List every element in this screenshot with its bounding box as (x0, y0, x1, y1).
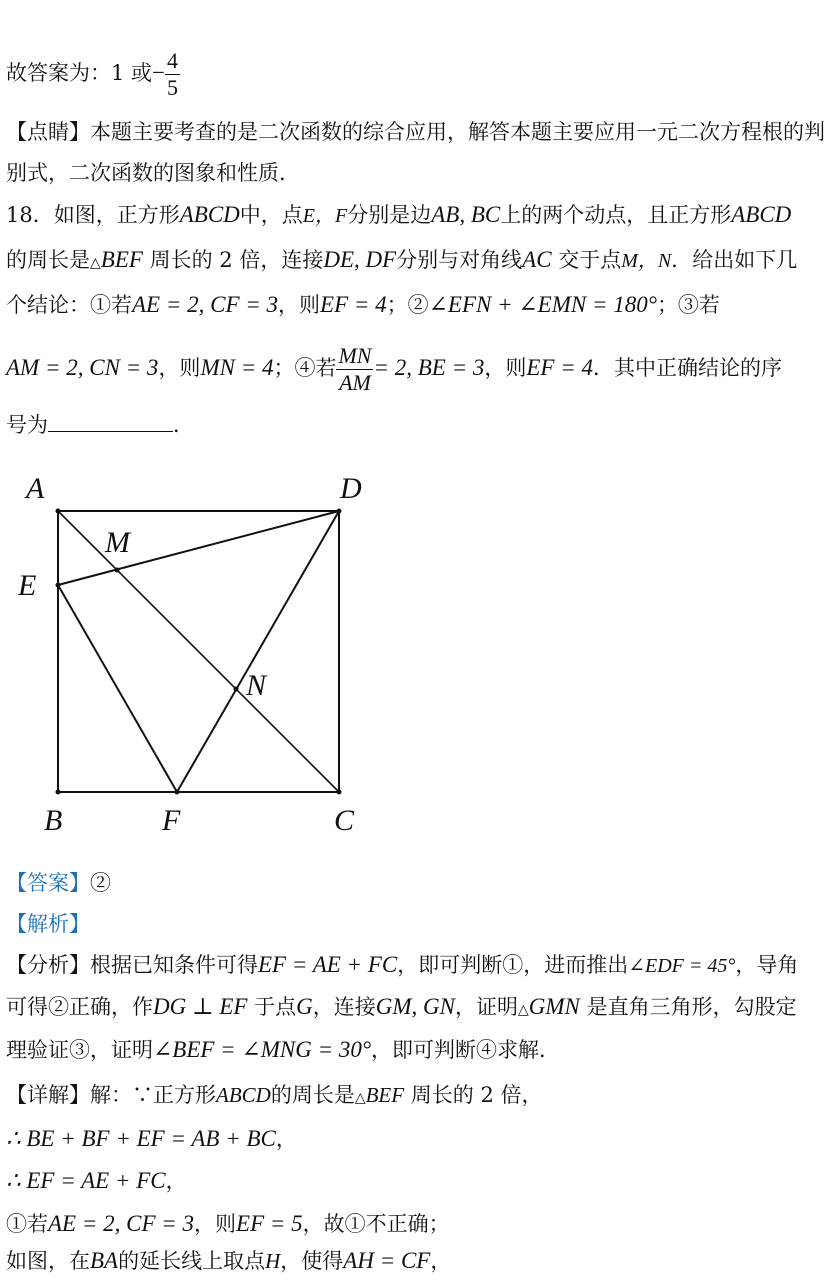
d-text: 如图，在 (6, 1249, 90, 1273)
q-text: ．其中正确结论的序 (592, 356, 782, 380)
d-text: ，则 (194, 1212, 237, 1236)
answer-blank (48, 411, 173, 432)
d-text: ， (430, 1249, 452, 1273)
point-f (175, 790, 180, 795)
a-text: 于点 (254, 995, 297, 1019)
detail-line-4 (6, 1209, 828, 1239)
question-18-line-4 (6, 343, 828, 396)
math: GMN (528, 994, 580, 1019)
point-m (115, 568, 120, 573)
point-e (56, 583, 61, 588)
q-text: 号为 (6, 413, 48, 437)
math: = 2, BE = 3 (373, 355, 485, 380)
analysis-line-2 (6, 992, 828, 1025)
detail-line-1 (6, 1080, 828, 1113)
math: AC (522, 247, 552, 272)
triangle-symbol: △ (518, 1002, 529, 1018)
a-text: ，即可判断①，进而推出 (397, 953, 629, 977)
a-text: ，证明 (455, 995, 518, 1019)
square-geometry-figure (0, 460, 400, 845)
math: EF = 5 (236, 1211, 303, 1236)
label-d: D (340, 472, 362, 505)
math: GM, GN (375, 994, 455, 1019)
analysis-line-1 (6, 950, 828, 981)
d-text: 周长的 2 倍， (410, 1083, 543, 1107)
answer-line (6, 868, 828, 898)
math: AE = 2, CF = 3 (48, 1211, 195, 1236)
detail-line-5 (6, 1246, 828, 1276)
label-a: A (26, 472, 45, 505)
d-text: 的周长是 (270, 1083, 355, 1107)
point-n (234, 687, 239, 692)
q-text: ；③若 (656, 293, 720, 317)
label-n: N (246, 669, 267, 702)
math: ABCD (216, 1083, 271, 1107)
fraction-denominator: AM (339, 370, 371, 395)
fraction-numerator: MN (338, 343, 372, 368)
a-text: ，导角 (735, 953, 799, 977)
q-text: 分别与对角线 (396, 248, 523, 272)
math: ∠EFN + ∠EMN = 180° (428, 292, 657, 317)
q-text: 周长的 2 倍，连接 (149, 248, 324, 272)
triangle-symbol: △ (354, 1090, 366, 1106)
math: EF = 4 (526, 355, 593, 380)
label-e: E (18, 569, 37, 602)
detail-heading: 【详解】 (6, 1083, 90, 1107)
d-text: ，使得 (280, 1249, 344, 1273)
label-c: C (334, 804, 355, 837)
question-18-line-2 (6, 245, 828, 278)
q-text: ，则 (278, 293, 321, 317)
diagonal-ac (58, 511, 339, 792)
fraction-numerator: 4 (167, 48, 179, 73)
answer-line-17 (6, 48, 828, 101)
math: DG ⊥ EF (153, 994, 248, 1019)
q-text: ，则 (158, 356, 201, 380)
question-18-line-3 (6, 290, 828, 320)
math: EF = 4 (320, 292, 387, 317)
point-d (337, 509, 342, 514)
d-text: ， (275, 1127, 297, 1151)
q-text: 交于点 (558, 248, 622, 272)
q-text: 上的两个动点，且正方形 (500, 203, 732, 227)
q-text: ．给出如下几 (671, 248, 798, 272)
q-text: ． (173, 413, 194, 437)
note-line-1 (6, 117, 828, 147)
math: G (296, 994, 313, 1019)
q-text: 个结论：①若 (6, 293, 132, 317)
segment-df (177, 511, 339, 792)
q-text: 的周长是 (6, 248, 90, 272)
math: DE, DF (323, 247, 397, 272)
note-text-cont: 别式，二次函数的图象和性质． (6, 161, 300, 185)
math: AM = 2, CN = 3 (6, 355, 159, 380)
a-text: 理验证③，证明 (6, 1038, 153, 1062)
a-text: ，即可判断④求解． (371, 1038, 561, 1062)
math: EF = AE + FC (258, 952, 398, 977)
math: AH = CF (343, 1248, 431, 1273)
math: BEF (365, 1083, 405, 1107)
a-text: 可得②正确，作 (6, 995, 153, 1019)
math: BEF (100, 247, 143, 272)
q-text: ；④若 (273, 356, 337, 380)
a-text: ，连接 (312, 995, 376, 1019)
note-line-2 (6, 158, 828, 188)
segment-ef (58, 585, 177, 792)
d-text: ， (165, 1169, 187, 1193)
math: ∴ EF = AE + FC (6, 1168, 166, 1193)
label-f: F (162, 804, 181, 837)
fraction-mn-am (336, 343, 373, 396)
q-text: 中，点 (239, 203, 303, 227)
triangle-symbol: △ (90, 255, 101, 271)
analysis-line-3 (6, 1035, 828, 1065)
d-text: 解：∵正方形 (90, 1083, 216, 1107)
math: AB, BC (431, 202, 501, 227)
q-text: 18．如图，正方形 (6, 203, 180, 227)
d-text: ，故①不正确； (302, 1212, 450, 1236)
q-text: ，则 (484, 356, 527, 380)
note-text: 本题主要考查的是二次函数的综合应用，解答本题主要应用一元二次方程根的判 (90, 120, 825, 144)
note-heading: 【点睛】 (6, 120, 90, 144)
math: M，N (621, 250, 672, 272)
minus-sign: − (152, 60, 166, 85)
answer-value: ② (90, 871, 111, 895)
segment-de (58, 511, 339, 585)
math: ABCD (731, 202, 792, 227)
math: ∠EDF = 45° (628, 955, 736, 977)
analysis-heading-line (6, 909, 828, 939)
d-text: 的延长线上取点 (118, 1249, 266, 1273)
a-text: 是直角三角形，勾股定 (586, 995, 797, 1019)
point-c (337, 790, 342, 795)
analysis-sub-heading: 【分析】 (6, 953, 90, 977)
a-text: 根据已知条件可得 (90, 953, 258, 977)
fraction-denominator: 5 (167, 75, 179, 100)
math: E，F (302, 205, 348, 227)
math: H (265, 1249, 281, 1273)
question-18-line-5 (6, 410, 828, 440)
math: ABCD (179, 202, 240, 227)
question-18-line-1 (6, 200, 828, 231)
math: ∴ BE + BF + EF = AB + BC (6, 1126, 276, 1151)
math: MN = 4 (200, 355, 274, 380)
detail-line-3 (6, 1166, 828, 1196)
answer-heading: 【答案】 (6, 871, 90, 895)
answer-text: 故答案为：1 或 (6, 61, 153, 85)
point-b (56, 790, 61, 795)
detail-line-2 (6, 1124, 828, 1154)
label-m: M (105, 526, 130, 559)
q-text: 分别是边 (347, 203, 432, 227)
label-b: B (44, 804, 63, 837)
analysis-heading: 【解析】 (6, 912, 90, 936)
d-text: ①若 (6, 1212, 48, 1236)
q-text: ；② (386, 293, 429, 317)
math: BA (90, 1248, 119, 1273)
math: ∠BEF = ∠MNG = 30° (153, 1037, 372, 1062)
point-a (56, 509, 61, 514)
fraction (165, 48, 180, 101)
math: AE = 2, CF = 3 (132, 292, 279, 317)
